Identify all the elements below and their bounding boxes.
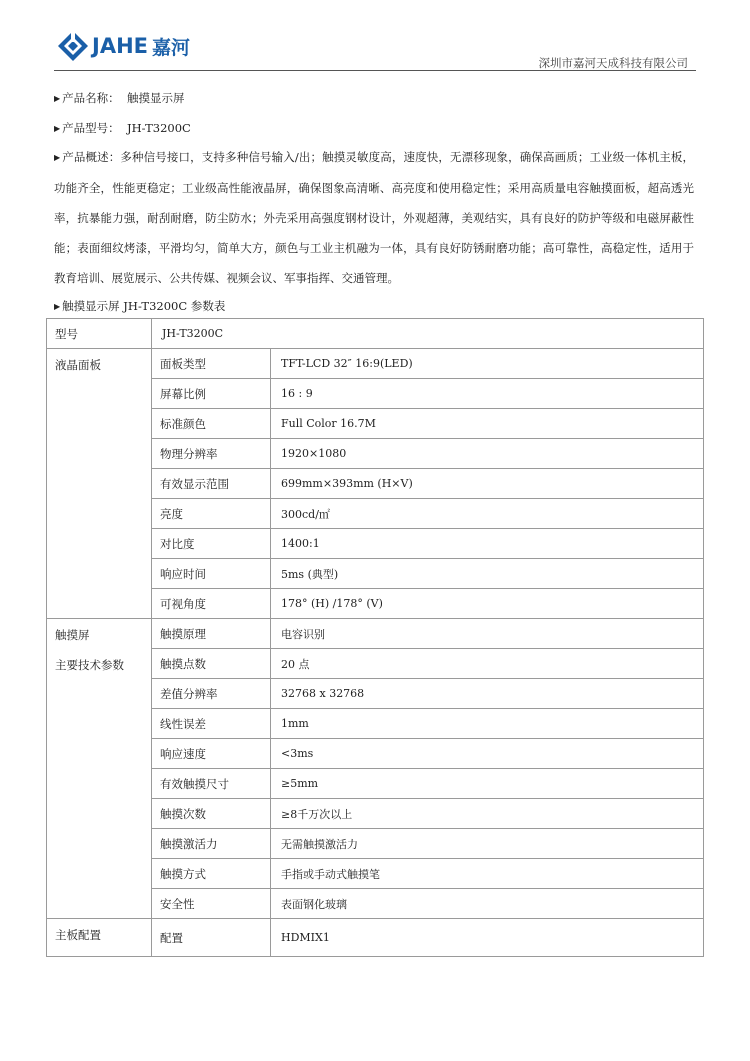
product-model-label: 产品型号： <box>62 121 120 135</box>
group-label-line: 主要技术参数 <box>55 658 124 672</box>
spec-table <box>46 318 704 957</box>
model-label-cell: 型号 <box>47 319 152 349</box>
param-name-cell: 屏幕比例 <box>152 379 271 409</box>
table-row <box>47 619 704 649</box>
product-model-line <box>54 120 191 136</box>
table-row <box>47 919 704 957</box>
product-name-label: 产品名称： <box>62 91 120 105</box>
param-name-cell: 标准颜色 <box>152 409 271 439</box>
param-value-cell: 32768 x 32768 <box>271 679 704 709</box>
company-name: 深圳市嘉河天成科技有限公司 <box>538 56 688 70</box>
company-logo <box>56 26 190 66</box>
param-name-cell: 对比度 <box>152 529 271 559</box>
param-value-cell: 电容识别 <box>271 619 704 649</box>
param-name-cell: 有效显示范围 <box>152 469 271 499</box>
param-value-cell: 无需触摸激活力 <box>271 829 704 859</box>
param-value-cell: <3ms <box>271 739 704 769</box>
param-value-cell: HDMIX1 <box>271 919 704 957</box>
group-label-line: 触摸屏 <box>55 628 90 642</box>
param-value-cell: ≥8千万次以上 <box>271 799 704 829</box>
param-name-cell: 触摸点数 <box>152 649 271 679</box>
param-name-cell: 触摸次数 <box>152 799 271 829</box>
param-value-cell: ≥5mm <box>271 769 704 799</box>
bullet-triangle-icon: ▶ <box>54 94 61 103</box>
param-name-cell: 物理分辨率 <box>152 439 271 469</box>
param-value-cell: 178° (H) /178° (V) <box>271 589 704 619</box>
header-divider <box>54 70 696 71</box>
param-name-cell: 可视角度 <box>152 589 271 619</box>
param-value-cell: 20 点 <box>271 649 704 679</box>
overview-text: 多种信号接口，支持多种信号输入/出；触摸灵敏度高，速度快，无漂移现象，确保高画质；工业级一体机主板，功能齐全，性能更稳定；工业级高性能液晶屏，确保图象高清晰、高亮度和使用稳定性；采用高质量电容触摸面板，超高透光率，抗暴能力强，耐刮耐磨，防尘防水；外壳采用高强度钢材设计，外观超薄，美观结实，具有良好的防护等级和电磁屏蔽性能；表面细纹烤漆，平滑均匀，简单大方，颜色与工业主机融为一体，具有良好防锈耐磨功能；高可靠性，高稳定性，适用于教育培训、展览展示、公共传媒、视频会议、军事指挥、交通管理。 <box>54 150 694 285</box>
param-value-cell: Full Color 16.7M <box>271 409 704 439</box>
bullet-triangle-icon: ▶ <box>54 124 61 133</box>
bullet-triangle-icon: ▶ <box>54 153 61 162</box>
param-value-cell: 16 : 9 <box>271 379 704 409</box>
param-name-cell: 触摸激活力 <box>152 829 271 859</box>
model-value-cell: JH-T3200C <box>152 319 704 349</box>
table-row <box>47 319 704 349</box>
table-row <box>47 349 704 379</box>
table-title: 触摸显示屏 JH-T3200C 参数表 <box>62 299 226 313</box>
param-name-cell: 面板类型 <box>152 349 271 379</box>
param-name-cell: 差值分辨率 <box>152 679 271 709</box>
touch-group-label-cell <box>47 619 152 919</box>
logo-cjk-text: 嘉河 <box>152 36 191 59</box>
product-overview <box>54 142 694 293</box>
param-name-cell: 触摸原理 <box>152 619 271 649</box>
param-value-cell: 表面钢化玻璃 <box>271 889 704 919</box>
param-name-cell: 响应速度 <box>152 739 271 769</box>
param-name-cell: 亮度 <box>152 499 271 529</box>
param-value-cell: 1400:1 <box>271 529 704 559</box>
param-name-cell: 安全性 <box>152 889 271 919</box>
param-value-cell: 手指或手动式触摸笔 <box>271 859 704 889</box>
jahe-logo-icon <box>56 29 90 63</box>
board-group-label-cell: 主板配置 <box>47 919 152 957</box>
param-value-cell: 5ms (典型) <box>271 559 704 589</box>
logo-latin-text: JAHE <box>92 34 148 58</box>
product-model-value: JH-T3200C <box>126 121 191 135</box>
param-name-cell: 线性误差 <box>152 709 271 739</box>
table-title-line <box>54 298 225 314</box>
param-name-cell: 有效触摸尺寸 <box>152 769 271 799</box>
param-name-cell: 配置 <box>152 919 271 957</box>
overview-label: 产品概述： <box>62 150 121 164</box>
param-value-cell: 1mm <box>271 709 704 739</box>
param-name-cell: 触摸方式 <box>152 859 271 889</box>
page-header <box>0 0 750 72</box>
product-name-value: 触摸显示屏 <box>126 91 185 105</box>
bullet-triangle-icon: ▶ <box>54 302 61 311</box>
param-value-cell: 1920×1080 <box>271 439 704 469</box>
param-value-cell: 699mm×393mm (H×V) <box>271 469 704 499</box>
lcd-group-label-cell: 液晶面板 <box>47 349 152 619</box>
param-name-cell: 响应时间 <box>152 559 271 589</box>
param-value-cell: TFT-LCD 32″ 16:9(LED) <box>271 349 704 379</box>
product-name-line <box>54 90 184 106</box>
param-value-cell: 300cd/㎡ <box>271 499 704 529</box>
